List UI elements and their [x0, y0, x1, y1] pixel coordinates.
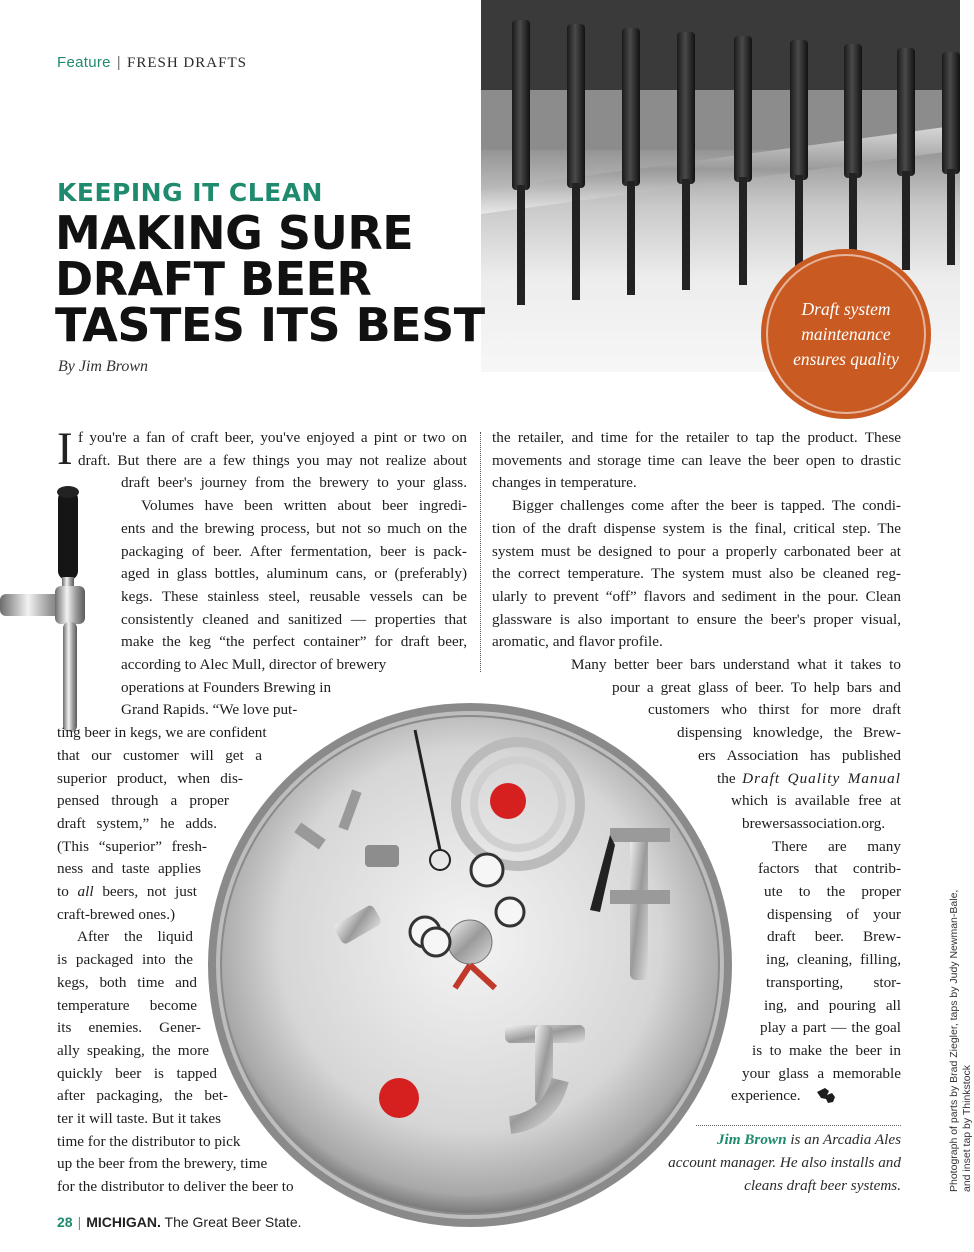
- article-headline: [55, 206, 485, 352]
- tap-handle: [844, 44, 862, 178]
- left-column-line-21: to all beers, not just: [57, 883, 197, 900]
- section-name: Feature: [57, 54, 111, 71]
- left-column-line-13: Grand Rapids. “We love put-: [121, 701, 298, 719]
- headline-line-2: DRAFT BEER: [55, 252, 372, 306]
- left-column-line-12: operations at Founders Brewing in: [121, 678, 332, 696]
- left-column-line-33: up the beer from the brewery, time: [57, 1155, 268, 1173]
- tap-spout: [902, 171, 910, 270]
- left-column-line-24: is packaged into the: [57, 951, 193, 969]
- tap-spout: [947, 169, 955, 265]
- right-column-line-28: is to make the beer in: [752, 1041, 901, 1059]
- right-column-line-21: ute to the proper: [764, 883, 901, 900]
- left-column-line-26: temperature become: [57, 996, 197, 1014]
- left-column-line-7: aged in glass bottles, aluminum cans, or (preferably): [121, 565, 467, 583]
- right-column-line-4: Bigger challenges come after the beer is tapped. The condi-: [512, 497, 901, 515]
- right-column-line-27: play a part — the goal: [760, 1019, 901, 1037]
- callout-badge: [761, 249, 931, 419]
- right-column-line-20: factors that contrib-: [758, 860, 901, 878]
- tap-handle: [897, 48, 915, 176]
- right-column-line-29: your glass a memorable: [742, 1064, 901, 1082]
- tap-handle: [567, 24, 585, 188]
- left-column-line-28: ally speaking, the more: [57, 1041, 209, 1059]
- right-column-line-16: the Draft Quality Manual: [717, 769, 901, 787]
- michigan-end-mark-icon: [815, 1086, 841, 1104]
- right-column-line-1: the retailer, and time for the retailer to tap the product. These: [492, 429, 901, 446]
- right-column-line-24: ing, cleaning, filling,: [766, 951, 901, 969]
- right-column-line-26: ing, and pouring all: [764, 996, 901, 1014]
- magazine-tagline: The Great Beer State.: [164, 1214, 302, 1230]
- right-column-line-5: tion of the draft dispense system is the final, critical step. The: [492, 519, 901, 537]
- left-column-line-18: draft system,” he adds.: [57, 814, 217, 832]
- left-column-line-27: its enemies. Gener-: [57, 1019, 201, 1037]
- left-column-line-17: pensed through a proper: [57, 792, 229, 810]
- right-column-line-22: dispensing of your: [767, 905, 901, 923]
- left-column-line-14: ting beer in kegs, we are confident: [57, 724, 267, 742]
- left-column-line-3: draft beer's journey from the brewery to your glass.: [121, 474, 467, 492]
- callout-line-2: maintenance: [801, 323, 891, 344]
- left-column-line-9: consistently cleaned and sanitized — properties that: [121, 610, 467, 628]
- tap-spout: [572, 183, 580, 300]
- right-column-line-13: customers who thirst for more draft: [648, 701, 901, 719]
- left-column-line-22: craft-brewed ones.): [57, 905, 176, 923]
- bio-line-1: Jim Brown is an Arcadia Ales: [716, 1131, 901, 1148]
- right-column-line-12: pour a great glass of beer. To help bars and: [612, 678, 901, 696]
- right-column-line-14: dispensing knowledge, the Brew-: [677, 724, 901, 742]
- right-column-line-3: changes in temperature.: [492, 474, 637, 492]
- inset-tap-photo: [0, 482, 110, 738]
- left-column-line-6: packaging of beer. After fermentation, beer is pack-: [121, 542, 467, 560]
- tap-handle: [677, 32, 695, 184]
- left-column-line-23: After the liquid: [77, 928, 193, 946]
- left-column-line-2: draft. But there are a few things you may not realize about: [78, 451, 467, 469]
- right-column-line-2: movements and storage time can leave the beer open to drastic: [492, 451, 901, 469]
- right-column-line-9: glassware is also important to ensure the beer's proper visual,: [492, 610, 901, 628]
- headline-line-3: TASTES ITS BEST: [55, 298, 485, 352]
- right-column-line-18: brewersassociation.org.: [742, 814, 886, 832]
- left-column-line-8: kegs. These stainless steel, reusable vessels can be: [121, 587, 467, 605]
- photo-credit-line-1: Photograph of parts by Brad Ziegler, taps by Judy Newman-Bale,: [948, 889, 960, 1192]
- tap-spout: [739, 177, 747, 285]
- left-column-line-20: ness and taste applies: [57, 860, 201, 878]
- right-column-line-25: transporting, stor-: [766, 973, 901, 991]
- left-column-line-31: ter it will taste. But it takes: [57, 1110, 222, 1127]
- tap-spout: [682, 179, 690, 290]
- right-column-line-7: the correct temperature. The system must also be cleaned reg-: [492, 565, 901, 583]
- photo-credit-line-2: and inset tap by Thinkstock: [961, 1064, 973, 1192]
- left-column-line-29: quickly beer is tapped: [57, 1064, 217, 1082]
- photo-credit: [948, 890, 974, 1192]
- bio-line-3: cleans draft beer systems.: [744, 1177, 901, 1194]
- right-column-line-19: There are many: [772, 837, 901, 855]
- left-column-line-30: after packaging, the bet-: [57, 1087, 228, 1105]
- page-footer: [57, 1214, 302, 1230]
- left-column-line-16: superior product, when dis-: [57, 769, 243, 787]
- left-column-line-19: (This “superior” fresh-: [57, 837, 207, 855]
- right-column-line-6: system must be designed to pour a properly carbonated beer at: [492, 542, 901, 560]
- bio-line-2: account manager. He also installs and: [668, 1154, 901, 1171]
- subsection-name: FRESH DRAFTS: [127, 55, 247, 71]
- tap-handle: [942, 52, 960, 174]
- footer-separator: |: [77, 1214, 82, 1230]
- callout-line-1: Draft system: [801, 298, 891, 319]
- page-number: 28: [57, 1214, 73, 1230]
- left-column-line-10: make the keg “the perfect container” for draft beer,: [121, 633, 467, 651]
- keg-parts-photo: [205, 680, 735, 1240]
- tap-spout: [517, 185, 525, 305]
- byline: By Jim Brown: [58, 358, 149, 375]
- column-divider: [480, 432, 481, 672]
- right-column-line-8: ularly to prevent “off” flavors and sediment in the pour. Clean: [492, 587, 901, 605]
- right-column-line-10: aromatic, and flavor profile.: [492, 633, 663, 651]
- headline-line-1: MAKING SURE: [55, 206, 414, 260]
- tap-handle: [790, 40, 808, 180]
- left-column-line-15: that our customer will get a: [57, 746, 262, 764]
- left-column-line-1: f you're a fan of craft beer, you've enjoyed a pint or two on: [78, 429, 467, 446]
- author-name: Jim Brown: [716, 1131, 787, 1148]
- bio-rule: [696, 1125, 901, 1126]
- left-column-line-32: time for the distributor to pick: [57, 1132, 241, 1150]
- left-column-line-11: according to Alec Mull, director of brewery: [121, 656, 387, 673]
- right-column-line-17: which is available free at: [731, 792, 901, 810]
- tap-handle: [512, 20, 530, 190]
- tap-spout: [627, 181, 635, 295]
- tap-handle: [622, 28, 640, 186]
- right-column-line-30: experience.: [731, 1087, 801, 1105]
- left-column-line-25: kegs, both time and: [57, 973, 197, 991]
- section-label: [57, 54, 247, 72]
- left-column-line-4: Volumes have been written about beer ingredi-: [141, 497, 467, 515]
- drop-cap: I: [57, 423, 73, 475]
- tap-handle: [734, 36, 752, 182]
- left-column-line-34: for the distributor to deliver the beer to: [57, 1178, 294, 1196]
- left-column-line-5: ents and the brewing process, but not so much on the: [121, 519, 467, 537]
- right-column-line-23: draft beer. Brew-: [767, 928, 901, 946]
- callout-line-3: ensures quality: [793, 348, 899, 369]
- right-column-line-15: ers Association has published: [698, 746, 901, 764]
- magazine-name: MICHIGAN.: [86, 1214, 161, 1230]
- section-separator: |: [116, 54, 121, 71]
- right-column-line-11: Many better beer bars understand what it takes to: [571, 656, 901, 673]
- article-kicker: KEEPING IT CLEAN: [57, 178, 323, 207]
